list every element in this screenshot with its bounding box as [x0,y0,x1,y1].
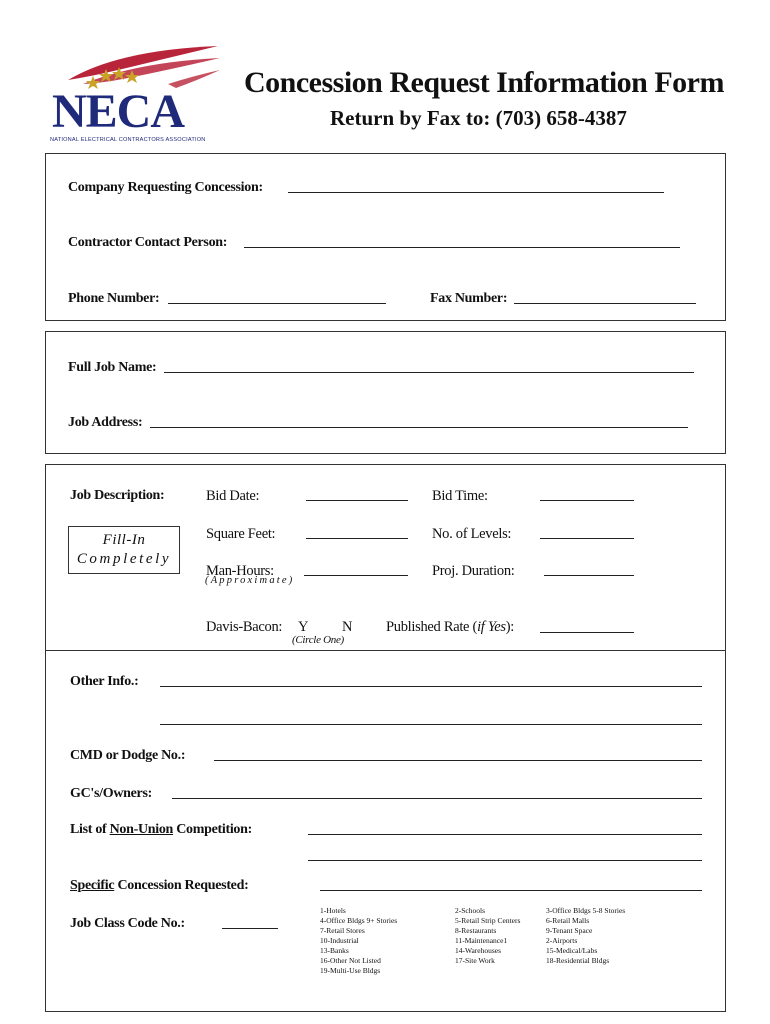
company-label: Company Requesting Concession: [68,180,263,195]
section-divider [45,650,726,651]
other-info-label: Other Info.: [70,674,139,689]
bid-time-field[interactable] [540,500,634,501]
neca-logo [48,40,228,150]
class-codes-col2: 2-Schools 5-Retail Strip Centers 8-Restaurants 11-Maintenance1 14-Warehouses 17-Site Work [455,906,521,965]
competition-field-2[interactable] [308,860,702,861]
job-address-field[interactable] [150,427,688,428]
published-rate-label: Published Rate (if Yes): [386,619,515,635]
square-feet-field[interactable] [306,538,408,539]
davis-bacon-yes[interactable]: Y [298,619,309,635]
concession-label: Specific Concession Requested: [70,878,249,893]
fax-return-line: Return by Fax to: (703) 658-4387 [330,106,627,130]
gc-owners-label: GC's/Owners: [70,786,152,801]
levels-label: No. of Levels: [432,526,512,542]
job-class-label: Job Class Code No.: [70,916,185,931]
fill-in-line1: Fill-In [102,532,146,548]
bid-date-field[interactable] [306,500,408,501]
gc-owners-field[interactable] [172,798,702,799]
man-hours-field[interactable] [304,575,408,576]
class-codes-col3: 3-Office Bldgs 5-8 Stories 6-Retail Malls 9-Tenant Space 2-Airports 15-Medical/Labs 18-Residential Bldgs [546,906,626,965]
job-description-label: Job Description: [70,488,165,503]
circle-one-note: (Circle One) [292,634,344,646]
cmd-dodge-field[interactable] [214,760,702,761]
duration-label: Proj. Duration: [432,563,515,579]
job-address-label: Job Address: [68,415,143,430]
davis-bacon-no[interactable]: N [342,619,353,635]
fax-field[interactable] [514,303,696,304]
approximate-note: (Approximate) [205,575,295,586]
phone-field[interactable] [168,303,386,304]
contact-person-label: Contractor Contact Person: [68,235,228,250]
cmd-dodge-label: CMD or Dodge No.: [70,748,186,763]
bid-date-label: Bid Date: [206,488,260,504]
phone-label: Phone Number: [68,291,160,306]
concession-field[interactable] [320,890,702,891]
contact-person-field[interactable] [244,247,680,248]
published-rate-field[interactable] [540,632,634,633]
company-field[interactable] [288,192,664,193]
competition-label: List of Non-Union Competition: [70,822,252,837]
job-name-label: Full Job Name: [68,360,157,375]
other-info-field-1[interactable] [160,686,702,687]
fill-in-note [68,526,180,574]
fill-in-line2: Completely [76,551,172,567]
bid-time-label: Bid Time: [432,488,488,504]
logo-subtext: NATIONAL ELECTRICAL CONTRACTORS ASSOCIATION [50,137,206,143]
job-section [45,331,726,454]
job-class-field[interactable] [222,928,278,929]
competition-field-1[interactable] [308,834,702,835]
levels-field[interactable] [540,538,634,539]
class-codes-col1: 1-Hotels 4-Office Bldgs 9+ Stories 7-Retail Stores 10-Industrial 13-Banks 16-Other Not Listed 19-Multi-Use Bldgs [320,906,398,975]
duration-field[interactable] [544,575,634,576]
man-hours-label: Man-Hours: [206,563,274,579]
fax-label: Fax Number: [430,291,508,306]
square-feet-label: Square Feet: [206,526,276,542]
logo-text: NECA [52,85,185,138]
davis-bacon-label: Davis-Bacon: [206,619,283,635]
other-info-field-2[interactable] [160,724,702,725]
page-title: Concession Request Information Form [244,66,724,99]
job-name-field[interactable] [164,372,694,373]
